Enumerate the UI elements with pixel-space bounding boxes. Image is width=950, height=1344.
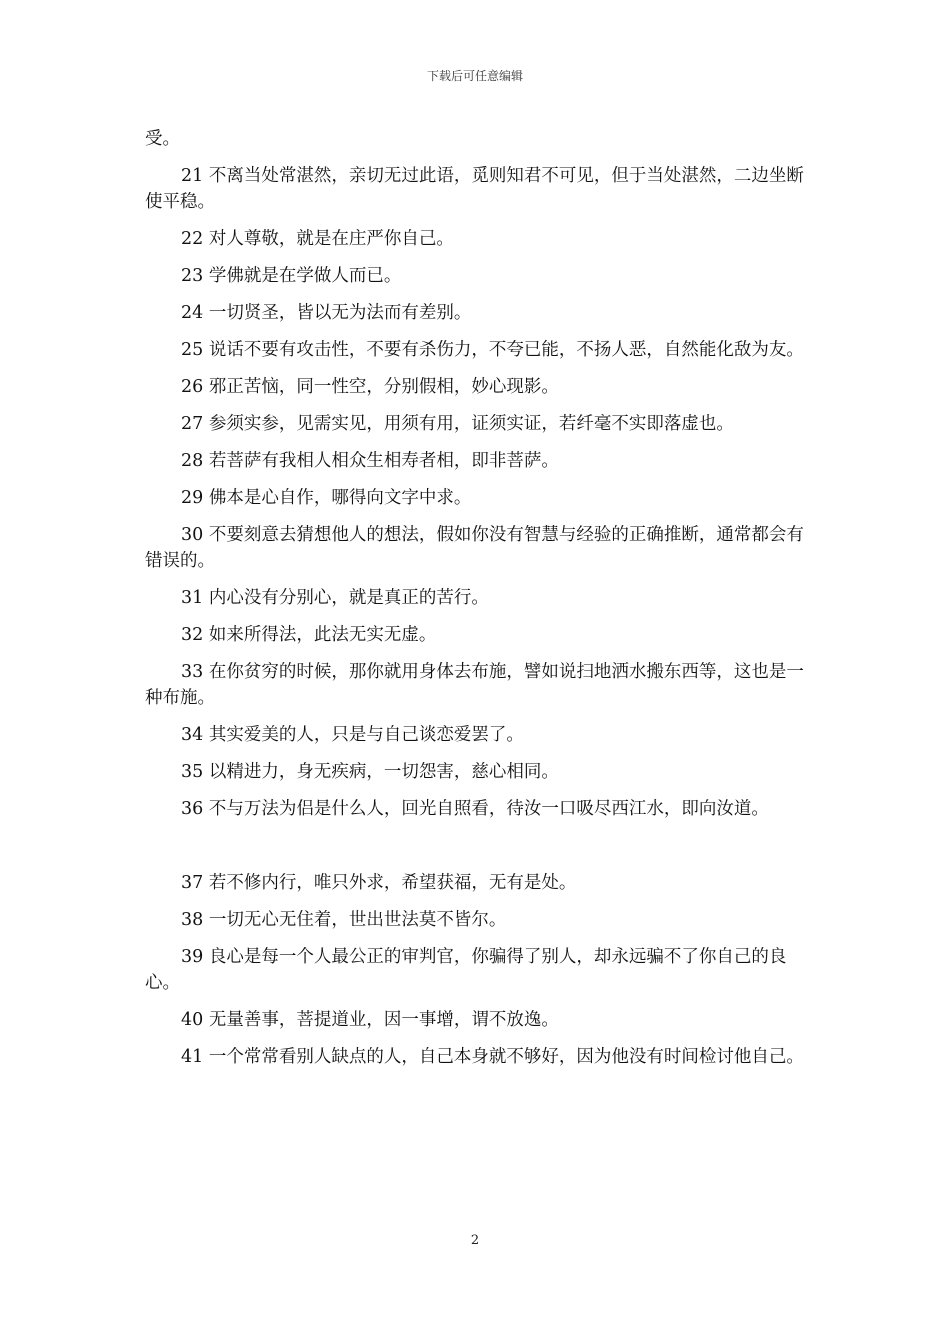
blank-line	[145, 833, 817, 859]
paragraph-26: 26 邪正苦恼，同一性空，分别假相，妙心现影。	[181, 377, 559, 397]
document-body	[145, 126, 817, 1081]
paragraph-30: 30 不要刻意去猜想他人的想法，假如你没有智慧与经验的正确推断，通常都会有错误的。	[145, 525, 804, 571]
paragraph-25: 25 说话不要有攻击性，不要有杀伤力，不夸已能，不扬人恶，自然能化敌为友。	[181, 340, 804, 360]
paragraph-32: 32 如来所得法，此法无实无虚。	[181, 625, 437, 645]
paragraph-28: 28 若菩萨有我相人相众生相寿者相，即非菩萨。	[181, 451, 559, 471]
paragraph-29: 29 佛本是心自作，哪得向文字中求。	[181, 488, 472, 508]
paragraph-27: 27 参须实参，见需实见，用须有用，证须实证，若纤毫不实即落虚也。	[181, 414, 734, 434]
paragraph-36: 36 不与万法为侣是什么人，回光自照看，待汝一口吸尽西江水，即向汝道。	[181, 799, 769, 819]
paragraph-33: 33 在你贫穷的时候，那你就用身体去布施，譬如说扫地洒水搬东西等，这也是一种布施。	[145, 662, 804, 708]
paragraph-41: 41 一个常常看别人缺点的人，自己本身就不够好，因为他没有时间检讨他自己。	[181, 1047, 804, 1067]
paragraph-24: 24 一切贤圣，皆以无为法而有差别。	[181, 303, 472, 323]
page-header: 下载后可任意编辑	[426, 69, 523, 83]
paragraph-continuation: 受。	[145, 129, 180, 149]
paragraph-34: 34 其实爱美的人，只是与自己谈恋爱罢了。	[181, 725, 524, 745]
paragraph-22: 22 对人尊敬，就是在庄严你自己。	[181, 229, 454, 249]
paragraph-38: 38 一切无心无住着，世出世法莫不皆尔。	[181, 910, 507, 930]
paragraph-35: 35 以精进力，身无疾病，一切怨害，慈心相同。	[181, 762, 559, 782]
paragraph-23: 23 学佛就是在学做人而已。	[181, 266, 402, 286]
paragraph-37: 37 若不修内行，唯只外求，希望获福，无有是处。	[181, 873, 577, 893]
paragraph-21: 21 不离当处常湛然，亲切无过此语，觅则知君不可见，但于当处湛然，二边坐断使平稳。	[145, 166, 804, 212]
paragraph-40: 40 无量善事，菩提道业，因一事增，谓不放逸。	[181, 1010, 559, 1030]
paragraph-39: 39 良心是每一个人最公正的审判官，你骗得了别人，却永远骗不了你自己的良心。	[145, 947, 787, 993]
paragraph-31: 31 内心没有分别心，就是真正的苦行。	[181, 588, 489, 608]
page-number: 2	[470, 1233, 480, 1248]
